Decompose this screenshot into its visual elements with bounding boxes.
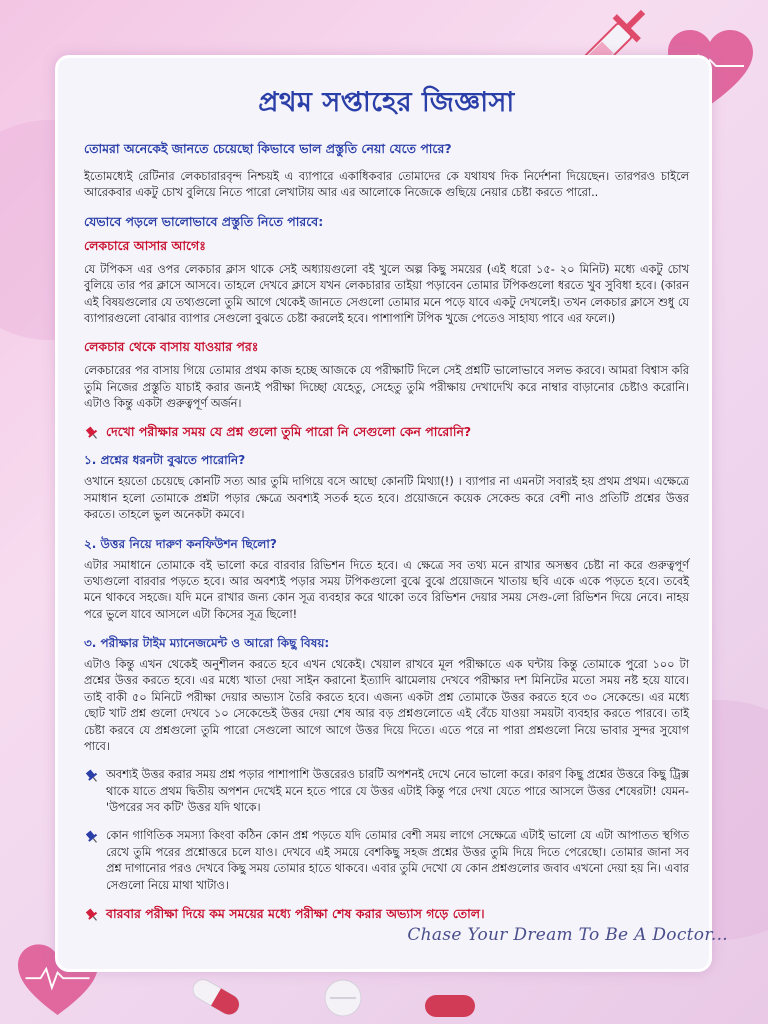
tip2-text: কোন গাণিতিক সমস্যা কিংবা কঠিন কোন প্রশ্ন পড়তে যদি তোমার বেশী সময় লাগে সেক্ষেত্রে এটাই ভালো যে এটা আপাতত স্থগিত রেখে তুমি পরের প্রশ্নোত্তরে চলে যাও। দেখবে এই সময়ে বেশকিছু সহজ প্রশ্নের উত্তর তুমি দিয়ে দিতে পেরেছো। তোমার জানা সব প্রশ্ন দাগানোর পরও দেখবে কিছু সময় তোমার হাতে থাকবে। এবার তুমি দেখো যে কোন প্রশ্নগুলোর জবাব এখনো দেয়া হয় নি। এবার সেগুলো নিয়ে মাথা খাটাও।	[106, 829, 689, 892]
point1-text: ওখানে হয়তো চেয়েছে কোনটি সত্য আর তুমি দাগিয়ে বসে আছো কোনটি মিথ্যা(!) । ব্যাপার না এমনটা সবারই হয় প্রথম প্রথম। এক্ষেত্রে সমাধান হলো তোমাকে প্রশ্নটা পড়ার ক্ষেত্রে অবশ্যই সতর্ক হতে হবে। প্রয়োজনে কয়েক সেকেন্ড করে বেশী নাও প্রতিটি প্রশ্নের উত্তর করতে। তাহলে ভুল অনেকটা কমবে।	[84, 475, 689, 522]
pill-icon	[420, 990, 480, 1024]
intro-question: তোমরা অনেকেই জানতে চেয়েছো কিভাবে ভাল প্রস্তুতি নেয়া যেতে পারে?	[84, 141, 452, 156]
pushpin-icon	[84, 830, 100, 844]
pill-icon	[320, 975, 366, 1021]
tagline: Chase Your Dream To Be A Doctor...	[407, 925, 728, 945]
tip2	[84, 828, 689, 906]
before-lecture-text: যে টপিকস এর ওপর লেকচার ক্লাস থাকে সেই অধ্যায়গুলো বই খুলে অল্প কিছু সময়ের (এই ধরো ১৫- ২০ মিনিট) মধ্যে একটু চোখ বুলিয়ে তার পর ক্লাসে আসবে। তাহলে দেখবে ক্লাসে যখন লেকচারার তাইয়া পড়াবেন তোমার টপিকগুলো ধরতে খুব সুবিধা হবে। (কারন এই বিষয়গুলোর যে তথ্যগুলো তুমি আগে থেকেই জানতে সেগুলো তোমার মনে পড়ে যাবে একটু দেখলেই। তখন লেকচার ক্লাসে শুধু যে ব্যাপারগুলো বোঝার ব্যাপার সেগুলো বুঝতে চেষ্টা করলেই হবে। পাশাপাশি টপিক খুজে পেতেও সাহায্য পাবে এর ফলে।)	[84, 262, 689, 325]
exam-question-line	[84, 424, 689, 444]
pushpin-icon	[84, 769, 100, 783]
tip1-text: অবশ্যই উত্তর করার সময় প্রশ্ন পড়ার পাশাপাশি উত্তরেরও চারটি অপশনই দেখে নেবে ভালো করে। কারণ কিছু প্রশ্নের উত্তরে কিছু ট্রিক্স থাকে যাতে প্রথম দ্বিতীয় অপশন দেখেই মনে হতে পারে যে উত্তর এটাই কিন্তু পরে দেখা যেতে পারে আসলে উত্তর শেষেরটা! যেমন- 'উপরের সব কটি' উত্তর যদি থাকে।	[106, 768, 689, 814]
content-card	[55, 55, 712, 972]
final-tip-text: বারবার পরীক্ষা দিয়ে কম সময়ের মধ্যে পরীক্ষা শেষ করার অভ্যাস গড়ে তোল।	[106, 905, 485, 921]
pill-icon	[186, 972, 246, 1022]
intro-text: ইতোমধ্যেই রেটিনার লেকচারারবৃন্দ নিশ্চয়ই এ ব্যাপারে একাধিকবার তোমাদের কে যথাযথ দিক নির্দেশনা দিয়েছেন। তারপরও চাইলে আরেকবার একটু চোখ বুলিয়ে নিতে পারো লেখাটায় আর এর আলোকে নিজেকে গুছিয়ে নেয়ার চেষ্টা করতে পারো..	[84, 170, 689, 200]
point2-text: এটার সমাধানে তোমাকে বই ভালো করে বারবার রিভিশন দিতে হবে। এ ক্ষেত্রে সব তথ্য মনে রাখার অসম্ভব চেষ্টা না করে গুরুত্বপূর্ণ তথ্যগুলো বারবার পড়তে হবে। আর অবশ্যই পড়ার সময় টপিকগুলো বুঝে বুঝে প্রয়োজনে খাতায় ছবি একে একে পড়তে হবে। তবেই মনে থাকবে সহজে। যদি মনে রাখার জন্য কোন সূত্র ব্যবহার করে থাকো তবে রিভিশন দেয়ার সময় সেগু-লো রিভিশন দিয়ে নেবে। নাহয় পরে ভুলে যাবে আসলে এটা কিসের সূত্র ছিলো!	[84, 558, 689, 621]
pushpin-icon	[84, 908, 100, 922]
pushpin-icon	[84, 426, 100, 440]
before-lecture-heading: লেকচারে আসার আগেঃ	[84, 237, 206, 253]
tip1	[84, 767, 689, 828]
final-tip	[84, 906, 689, 926]
page-title: প্রথম সপ্তাহের জিজ্ঞাসা	[258, 87, 515, 118]
after-lecture-text: লেকচারের পর বাসায় গিয়ে তোমার প্রথম কাজ হচ্ছে আজকে যে পরীক্ষাটি দিলে সেই প্রশ্নটি ভালোভাবে সলভ করবে। আমরা বিশ্বাস করি তুমি নিজের প্রস্তুতি যাচাই করার জন্যই পরীক্ষা দিচ্ছো যেহেতু, সেহেতু তুমি পরীক্ষায় দেখাদেখি করে নাম্বার বাড়ানোর চেষ্টাও করোনি। এটাও কিন্তু একটা গুরুত্বপূর্ণ অর্জন।	[84, 364, 689, 410]
exam-question: দেখো পরীক্ষার সময় যে প্রশ্ন গুলো তুমি পারো নি সেগুলো কেন পারোনি?	[106, 424, 472, 440]
point3-heading: ৩. পরীক্ষার টাইম ম্যানেজমেন্ট ও আরো কিছু বিষয়:	[84, 636, 330, 650]
point1-heading: ১. প্রশ্নের ধরনটা বুঝতে পারোনি?	[84, 453, 246, 468]
after-lecture-heading: লেকচার থেকে বাসায় যাওয়ার পরঃ	[84, 339, 259, 355]
point2-heading: ২. উত্তর নিয়ে দারুণ কনফিউশন ছিলো?	[84, 536, 277, 551]
point3-text: এটাও কিন্তু এখন থেকেই অনুশীলন করতে হবে এখন থেকেই। খেয়াল রাখবে মূল পরীক্ষাতে এক ঘন্টায় কিন্তু তোমাকে পুরো ১০০ টা প্রশ্নের উত্তর করতে হবে। এর মধ্যে খাতা দেয়া সাইন করানো ইত্যাদি ঝামেলায় দেখবে পরীক্ষার দশ মিনিটের মতো সময় নষ্ট হয়ে যাবে। তাই বাকী ৫০ মিনিটে পরীক্ষা দেয়ার অভ্যাস তৈরি করতে হবে। এজন্য একটা প্রশ্ন তোমাকে উত্তর করতে হবে ৩০ সেকেন্ডে। এর মধ্যে ছোট খাট প্রশ্ন গুলো দেখবে ১০ সেকেন্ডেই উত্তর দেয়া শেষ আর বড় প্রশ্নগুলোতে এই বেঁচে যাওয়া সময়টা ব্যবহার করতে পারবে। তাই চেষ্টা করবে যে প্রশ্নগুলো তুমি পারো সেগুলো আগে আগে উত্তর দিয়ে দিতে। এতে পরে না পারা প্রশ্নগুলো নিয়ে ভাবার সুন্দর সুযোগ পাবে।	[84, 658, 689, 753]
prep-heading: যেভাবে পড়লে ভালোভাবে প্রস্তুতি নিতে পারবে:	[84, 213, 324, 229]
